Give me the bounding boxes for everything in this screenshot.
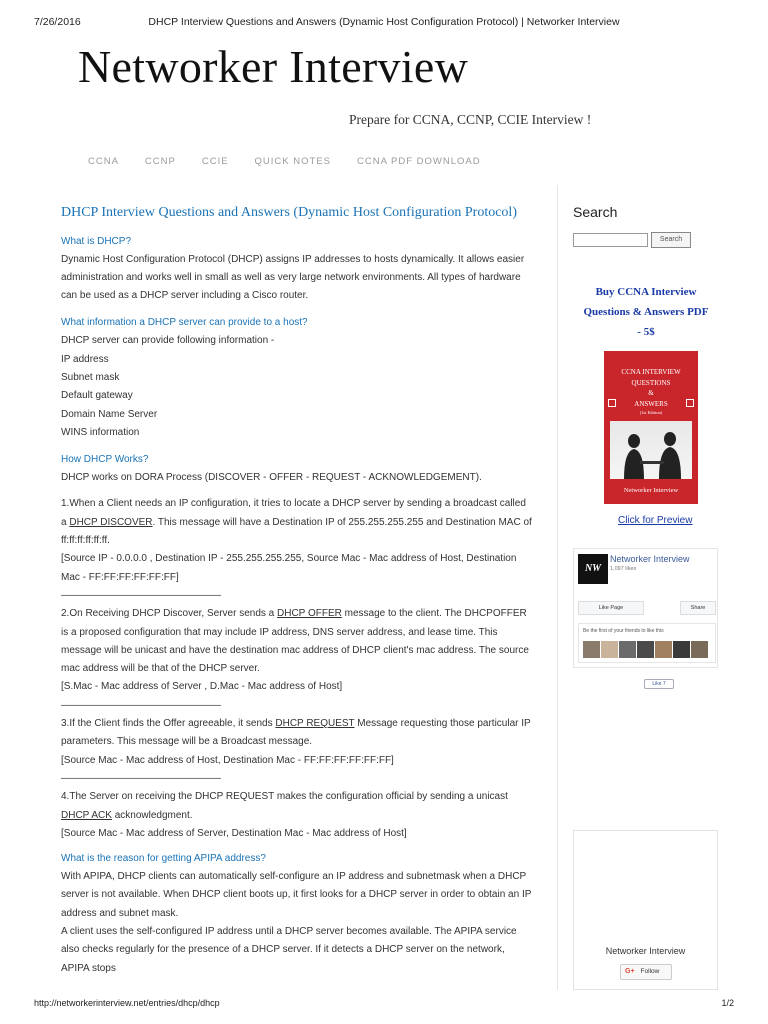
book-cover-image[interactable] <box>604 351 698 504</box>
question-dhcp-information: What information a DHCP server can provide to a host? <box>61 317 308 329</box>
dhcp-ack-link[interactable]: DHCP ACK <box>61 809 112 821</box>
answer-apipa-1: With APIPA, DHCP clients can automatically self-configure an IP address and subnetmask when a DHCP server is not available. When DHCP client boots up, it first looks for a DHCP server in order to obtain an IP address and subnet mask. <box>61 871 532 919</box>
avatar[interactable] <box>673 641 690 658</box>
site-title[interactable]: Networker Interview <box>78 41 469 92</box>
fb-friend-avatars <box>583 641 709 658</box>
list-item: WINS information <box>61 426 140 438</box>
question-what-is-dhcp: What is DHCP? <box>61 235 132 247</box>
book-cover-author: Networker Interview <box>623 487 679 494</box>
avatar[interactable] <box>583 641 600 658</box>
fb-like-page-button[interactable]: Like Page <box>578 601 644 615</box>
list-item: Subnet mask <box>61 371 120 383</box>
step-discover-detail: [Source IP - 0.0.0.0 , Destination IP - 255.255.255.255, Source Mac - Mac address of Host, Destination Mac - FF:FF:FF:FF:FF:FF] <box>61 553 517 583</box>
dhcp-discover-link[interactable]: DHCP DISCOVER <box>69 516 153 528</box>
book-corner-icon <box>608 399 616 407</box>
google-plus-widget <box>573 830 718 990</box>
question-apipa: What is the reason for getting APIPA address? <box>61 853 266 865</box>
article-title[interactable]: DHCP Interview Questions and Answers (Dynamic Host Configuration Protocol) <box>61 205 517 220</box>
print-date: 7/26/2016 <box>34 16 81 28</box>
click-for-preview-link[interactable]: Click for Preview <box>618 515 693 526</box>
gplus-follow-button[interactable]: G+ Follow <box>620 964 672 980</box>
step-request: 3.If the Client finds the Offer agreeable, it sends DHCP REQUEST Message requesting those particular IP parameters. This message will be a Broadcast message. <box>61 718 531 748</box>
search-heading: Search <box>573 204 618 220</box>
dhcp-request-link[interactable]: DHCP REQUEST <box>275 718 355 730</box>
step-ack-detail: [Source Mac - Mac address of Server, Destination Mac - Mac address of Host] <box>61 827 407 839</box>
fb-friends-text: Be the first of your friends to like this <box>583 628 664 634</box>
avatar[interactable] <box>619 641 636 658</box>
print-page-number: 1/2 <box>721 998 734 1008</box>
separator-line: ———————————————— <box>61 772 221 784</box>
sidebar-divider <box>557 185 558 990</box>
google-plus-icon: G+ <box>625 968 635 975</box>
search-input[interactable] <box>573 233 648 247</box>
nav-item-quick-notes[interactable]: QUICK NOTES <box>254 156 331 167</box>
fb-friends-box <box>578 623 716 663</box>
book-silhouette-image <box>610 421 692 479</box>
separator-line: ———————————————— <box>61 699 221 711</box>
main-nav <box>88 156 507 167</box>
answer-dora-intro: DHCP works on DORA Process (DISCOVER - OFFER - REQUEST - ACKNOWLEDGEMENT). <box>61 472 482 484</box>
list-item: Default gateway <box>61 390 133 402</box>
print-doc-title: DHCP Interview Questions and Answers (Dynamic Host Configuration Protocol) | Networker Interview <box>148 16 620 28</box>
question-how-dhcp-works: How DHCP Works? <box>61 454 149 466</box>
step-offer-detail: [S.Mac - Mac address of Server , D.Mac - Mac address of Host] <box>61 681 343 693</box>
promo-line: Buy CCNA Interview <box>595 286 697 298</box>
step-ack: 4.The Server on receiving the DHCP REQUEST makes the configuration official by sending a unicast DHCP ACK acknowledgment. <box>61 791 508 821</box>
site-tagline: Prepare for CCNA, CCNP, CCIE Interview ! <box>349 112 592 127</box>
answer-what-is-dhcp: Dynamic Host Configuration Protocol (DHCP) assigns IP addresses to hosts dynamically. It allows easier administration and works well in small as well as very large network environments. All types of hardware can be used as a DHCP server including a Cisco router. <box>61 253 525 302</box>
gplus-page-name[interactable]: Networker Interview <box>605 946 686 956</box>
promo-line: Questions & Answers PDF <box>583 306 709 318</box>
book-corner-icon <box>686 399 694 407</box>
list-item: IP address <box>61 353 109 365</box>
avatar[interactable] <box>655 641 672 658</box>
answer-apipa-2: A client uses the self-configured IP address until a DHCP server becomes available. The APIPA service also checks regularly for the presence of a DHCP server. If it detects a DHCP server on the network, APIPA stops <box>61 926 517 974</box>
print-header <box>34 16 734 30</box>
promo-line: - 5$ <box>637 326 655 338</box>
book-cover-title: CCNA INTERVIEW QUESTIONS & ANSWERS (1st Edition) <box>621 368 681 415</box>
nav-item-ccie[interactable]: CCIE <box>201 156 229 167</box>
print-footer <box>34 998 734 1010</box>
step-request-detail: [Source Mac - Mac address of Host, Destination Mac - FF:FF:FF:FF:FF:FF] <box>61 754 394 766</box>
dhcp-offer-link[interactable]: DHCP OFFER <box>277 608 342 620</box>
avatar[interactable] <box>691 641 708 658</box>
avatar[interactable] <box>637 641 654 658</box>
fb-share-button[interactable]: Share <box>680 601 716 615</box>
promo-text[interactable] <box>571 282 721 342</box>
fb-like-count: 1,097 likes <box>610 566 637 572</box>
separator-line: ———————————————— <box>61 589 221 601</box>
facebook-page-widget <box>573 548 718 668</box>
step-offer: 2.On Receiving DHCP Discover, Server sends a DHCP OFFER message to the client. The DHCPOFFER is a proposed configuration that may include IP address, DNS server address, and lease time. This message will be unicast and have the destination mac address of DHCP client's mac address. The source mac address will be that of the DHCP server. <box>61 608 529 675</box>
nav-item-ccna-pdf-download[interactable]: CCNA PDF DOWNLOAD <box>357 156 481 167</box>
list-item: Domain Name Server <box>61 408 158 420</box>
nav-item-ccnp[interactable]: CCNP <box>144 156 176 167</box>
nav-item-ccna[interactable]: CCNA <box>88 156 119 167</box>
article <box>61 205 533 978</box>
print-url: http://networkerinterview.net/entries/dhcp/dhcp <box>34 998 220 1008</box>
search-button[interactable]: Search <box>651 232 691 248</box>
fb-page-name[interactable]: Networker Interview <box>610 554 690 564</box>
page-logo[interactable]: NW <box>578 554 608 584</box>
step-discover: 1.When a Client needs an IP configuration, it tries to locate a DHCP server by sending a broadcast called a DHCP DISCOVER. This message will have a Destination IP of 255.255.255.255 and Destination MAC of ff:ff:ff:ff:ff:ff. <box>61 498 532 547</box>
avatar[interactable] <box>601 641 618 658</box>
like-button-small[interactable]: Like 7 <box>644 679 674 689</box>
answer-dhcp-information-intro: DHCP server can provide following information - <box>61 335 275 347</box>
